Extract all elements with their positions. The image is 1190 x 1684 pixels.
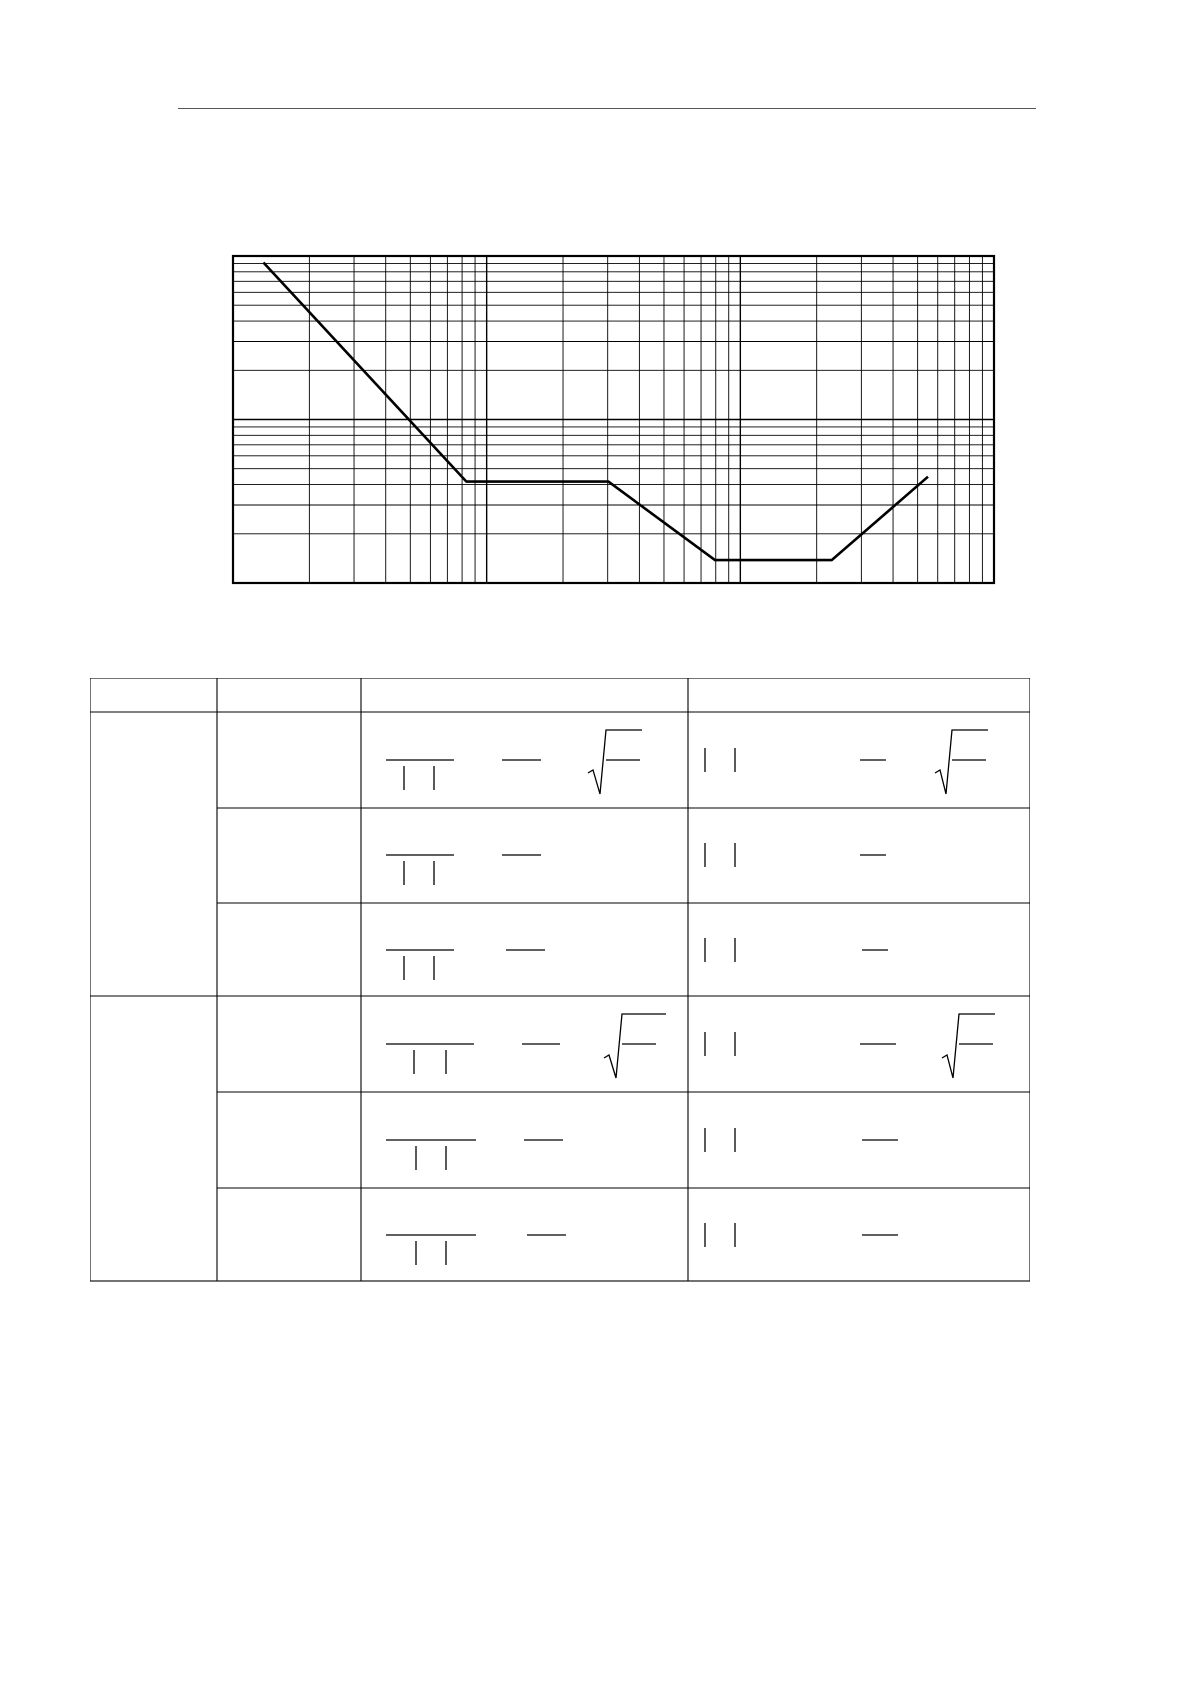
formula-table-grid [90,678,1030,1282]
formula-cell-r4-c3 [386,1014,666,1078]
formula-table [90,678,1030,1282]
formula-cell-r2-c4 [705,843,886,867]
formula-fragments [386,730,995,1265]
formula-cell-r5-c3 [386,1140,563,1170]
formula-cell-r4-c4 [705,1014,995,1078]
formula-cell-r1-c4 [705,730,988,794]
chart-horizontal-gridlines [233,263,994,533]
formula-cell-r1-c3 [386,730,642,794]
frequency-response-chart [0,0,1190,620]
formula-cell-r6-c3 [386,1235,566,1265]
formula-cell-r3-c3 [386,950,545,980]
formula-cell-r6-c4 [705,1223,898,1247]
formula-cell-r5-c4 [705,1128,898,1152]
table-outer-border [90,678,1030,1281]
formula-cell-r3-c4 [705,938,888,962]
formula-cell-r2-c3 [386,855,541,885]
chart-series-line [263,263,928,561]
